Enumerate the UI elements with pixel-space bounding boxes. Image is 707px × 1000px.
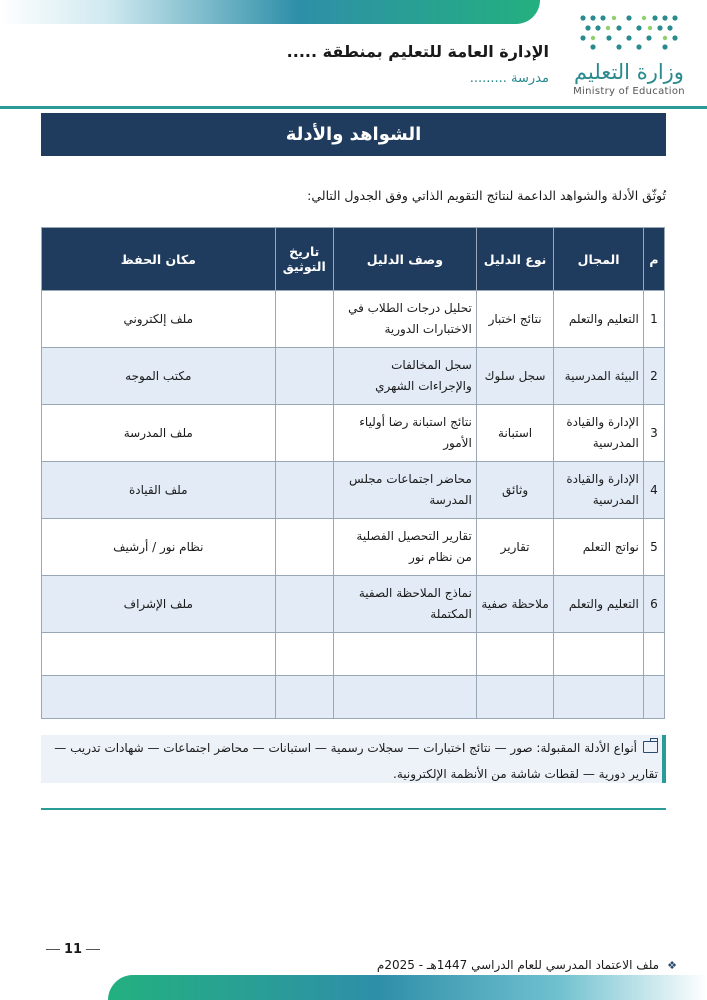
content-divider	[41, 808, 666, 810]
footer-caption	[377, 958, 677, 972]
school-name: مدرسة .........	[469, 71, 549, 86]
note-text: أنواع الأدلة المقبولة: صور — نتائج اختبارات — سجلات رسمية — استبانات — محاضر اجتماعات — شهادات تدريب — تقارير دورية — لقطات شاشة من الأنظمة الإلكترونية.	[54, 741, 658, 781]
logo-ministry-arabic: وزارة التعليم	[574, 60, 684, 84]
diamond-bullet-icon: ❖	[667, 959, 677, 972]
empty-cell[interactable]	[476, 676, 553, 719]
header-storage-location: مكان الحفظ	[42, 228, 276, 291]
empty-cell[interactable]	[275, 633, 333, 676]
cell-documentation-date	[275, 291, 333, 348]
empty-cell[interactable]	[42, 633, 276, 676]
cell-domain: البيئة المدرسية	[554, 348, 644, 405]
cell-documentation-date	[275, 576, 333, 633]
cell-evidence-type: نتائج اختبار	[476, 291, 553, 348]
table-row	[42, 576, 665, 633]
cell-number: 5	[643, 519, 664, 576]
cell-domain: نواتج التعلم	[554, 519, 644, 576]
section-intro: تُوثّق الأدلة والشواهد الداعمة لنتائج التقويم الذاتي وفق الجدول التالي:	[307, 188, 666, 203]
cell-documentation-date	[275, 462, 333, 519]
header-number: م	[643, 228, 664, 291]
evidence-table	[41, 227, 665, 719]
cell-number: 2	[643, 348, 664, 405]
header-documentation-date: تاريخ التوثيق	[275, 228, 333, 291]
cell-evidence-type: سجل سلوك	[476, 348, 553, 405]
empty-cell[interactable]	[554, 633, 644, 676]
cell-storage-location: ملف الإشراف	[42, 576, 276, 633]
cell-domain: التعليم والتعلم	[554, 291, 644, 348]
cell-storage-location: نظام نور / أرشيف	[42, 519, 276, 576]
empty-cell[interactable]	[554, 676, 644, 719]
table-row	[42, 462, 665, 519]
empty-cell[interactable]	[333, 633, 476, 676]
bottom-decorative-band	[108, 975, 707, 1000]
header-divider	[0, 106, 707, 109]
empty-cell[interactable]	[333, 676, 476, 719]
cell-evidence-description: نتائج استبانة رضا أولياء الأمور	[333, 405, 476, 462]
cell-evidence-description: تقارير التحصيل الفصلية من نظام نور	[333, 519, 476, 576]
page-number-value: 11	[64, 942, 83, 957]
cell-documentation-date	[275, 405, 333, 462]
logo-ministry-english: Ministry of Education	[573, 86, 685, 97]
footer-caption-text: ملف الاعتماد المدرسي للعام الدراسي 1447هـ - 2025م	[376, 958, 660, 972]
table-row	[42, 291, 665, 348]
table-header-row	[42, 228, 665, 291]
table-row	[42, 348, 665, 405]
cell-evidence-description: تحليل درجات الطلاب في الاختبارات الدورية	[333, 291, 476, 348]
department-name: الإدارة العامة للتعليم بمنطقة .....	[286, 42, 549, 61]
cell-domain: الإدارة والقيادة المدرسية	[554, 405, 644, 462]
empty-cell[interactable]	[42, 676, 276, 719]
cell-evidence-description: محاضر اجتماعات مجلس المدرسة	[333, 462, 476, 519]
empty-cell[interactable]	[275, 676, 333, 719]
header-domain: المجال	[554, 228, 644, 291]
accepted-evidence-note	[41, 735, 666, 783]
empty-table-row	[42, 676, 665, 719]
empty-cell[interactable]	[643, 676, 664, 719]
folder-icon	[643, 741, 658, 753]
empty-cell[interactable]	[476, 633, 553, 676]
cell-evidence-description: سجل المخالفات والإجراءات الشهري	[333, 348, 476, 405]
empty-table-row	[42, 633, 665, 676]
cell-storage-location: ملف إلكتروني	[42, 291, 276, 348]
cell-number: 6	[643, 576, 664, 633]
top-decorative-band	[0, 0, 540, 24]
page-dash-right	[86, 949, 100, 951]
table-row	[42, 405, 665, 462]
section-title: الشواهد والأدلة	[41, 113, 666, 156]
cell-storage-location: ملف المدرسة	[42, 405, 276, 462]
cell-evidence-type: وثائق	[476, 462, 553, 519]
cell-documentation-date	[275, 348, 333, 405]
logo-dots-mark	[569, 12, 689, 52]
cell-evidence-type: استبانة	[476, 405, 553, 462]
cell-evidence-description: نماذج الملاحظة الصفية المكتملة	[333, 576, 476, 633]
cell-number: 1	[643, 291, 664, 348]
header-evidence-type: نوع الدليل	[476, 228, 553, 291]
page-number	[42, 942, 104, 957]
header-evidence-description: وصف الدليل	[333, 228, 476, 291]
cell-domain: الإدارة والقيادة المدرسية	[554, 462, 644, 519]
cell-storage-location: مكتب الموجه	[42, 348, 276, 405]
cell-number: 3	[643, 405, 664, 462]
empty-cell[interactable]	[643, 633, 664, 676]
cell-storage-location: ملف القيادة	[42, 462, 276, 519]
cell-number: 4	[643, 462, 664, 519]
cell-documentation-date	[275, 519, 333, 576]
cell-domain: التعليم والتعلم	[554, 576, 644, 633]
ministry-logo	[569, 8, 689, 100]
table-row	[42, 519, 665, 576]
document-header	[287, 42, 549, 86]
cell-evidence-type: ملاحظة صفية	[476, 576, 553, 633]
page-dash-left	[46, 949, 60, 951]
cell-evidence-type: تقارير	[476, 519, 553, 576]
